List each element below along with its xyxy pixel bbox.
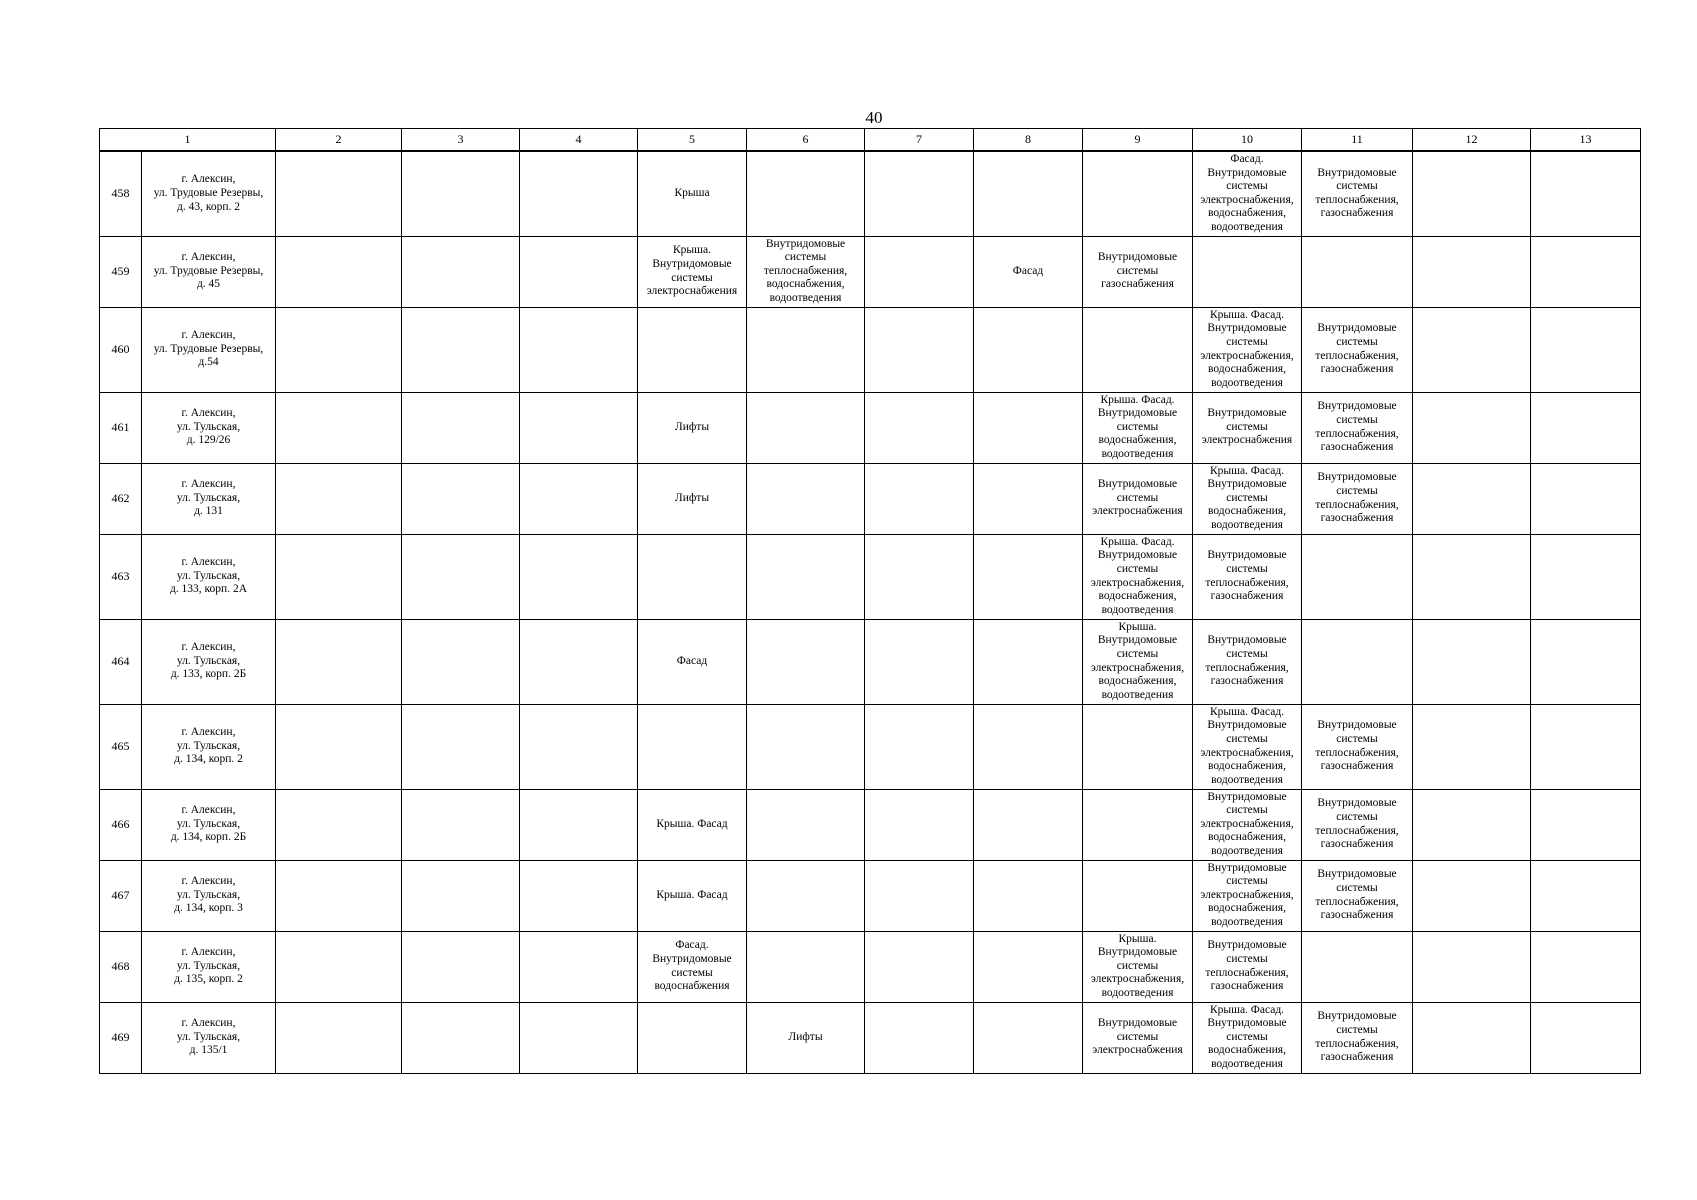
work-cell-col-6 [747, 392, 865, 463]
work-cell-col-11 [1302, 619, 1413, 704]
table-row [100, 704, 1641, 789]
work-cell-col-2 [276, 392, 402, 463]
column-header: 5 [638, 129, 747, 152]
work-cell-col-6 [747, 860, 865, 931]
work-cell-col-11: Внутридомовые системы теплоснабжения, газоснабжения [1302, 1002, 1413, 1073]
work-cell-col-7 [865, 704, 974, 789]
work-cell-col-11: Внутридомовые системы теплоснабжения, газоснабжения [1302, 789, 1413, 860]
row-number-cell: 466 [100, 789, 142, 860]
work-cell-col-2 [276, 704, 402, 789]
row-number-cell: 468 [100, 931, 142, 1002]
work-cell-col-12 [1413, 151, 1531, 236]
work-cell-col-11: Внутридомовые системы теплоснабжения, газоснабжения [1302, 463, 1413, 534]
row-number-cell: 464 [100, 619, 142, 704]
work-cell-col-2 [276, 151, 402, 236]
work-cell-col-7 [865, 619, 974, 704]
work-cell-col-6 [747, 534, 865, 619]
work-cell-col-2 [276, 789, 402, 860]
work-cell-col-4 [520, 789, 638, 860]
work-cell-col-2 [276, 307, 402, 392]
table-row [100, 307, 1641, 392]
work-cell-col-10: Внутридомовые системы теплоснабжения, газоснабжения [1193, 619, 1302, 704]
work-cell-col-6 [747, 931, 865, 1002]
work-cell-col-12 [1413, 704, 1531, 789]
row-number-cell: 460 [100, 307, 142, 392]
work-cell-col-6 [747, 307, 865, 392]
row-number-cell: 461 [100, 392, 142, 463]
work-cell-col-13 [1531, 534, 1641, 619]
work-cell-col-11: Внутридомовые системы теплоснабжения, газоснабжения [1302, 860, 1413, 931]
work-cell-col-6 [747, 463, 865, 534]
work-cell-col-9: Крыша. Фасад. Внутридомовые системы водоснабжения, водоотведения [1083, 392, 1193, 463]
work-cell-col-13 [1531, 860, 1641, 931]
column-header: 7 [865, 129, 974, 152]
column-header: 12 [1413, 129, 1531, 152]
column-header: 13 [1531, 129, 1641, 152]
work-cell-col-8 [974, 931, 1083, 1002]
work-cell-col-8 [974, 789, 1083, 860]
work-cell-col-10: Внутридомовые системы электроснабжения, водоснабжения, водоотведения [1193, 789, 1302, 860]
row-number-cell: 458 [100, 151, 142, 236]
work-cell-col-13 [1531, 307, 1641, 392]
column-header: 9 [1083, 129, 1193, 152]
column-header: 3 [402, 129, 520, 152]
column-header: 8 [974, 129, 1083, 152]
row-number-cell: 459 [100, 236, 142, 307]
work-cell-col-4 [520, 860, 638, 931]
work-cell-col-10: Внутридомовые системы теплоснабжения, газоснабжения [1193, 931, 1302, 1002]
table-row [100, 860, 1641, 931]
table-row [100, 392, 1641, 463]
work-cell-col-10: Крыша. Фасад. Внутридомовые системы электроснабжения, водоснабжения, водоотведения [1193, 704, 1302, 789]
address-cell: г. Алексин, ул. Тульская, д. 134, корп. 2Б [142, 789, 276, 860]
work-cell-col-5 [638, 534, 747, 619]
work-cell-col-7 [865, 463, 974, 534]
work-cell-col-5: Фасад [638, 619, 747, 704]
work-cell-col-8 [974, 619, 1083, 704]
work-cell-col-10: Крыша. Фасад. Внутридомовые системы электроснабжения, водоснабжения, водоотведения [1193, 307, 1302, 392]
work-cell-col-2 [276, 463, 402, 534]
work-cell-col-3 [402, 151, 520, 236]
work-cell-col-10 [1193, 236, 1302, 307]
work-cell-col-13 [1531, 236, 1641, 307]
work-cell-col-12 [1413, 534, 1531, 619]
work-cell-col-7 [865, 860, 974, 931]
work-cell-col-5: Фасад. Внутридомовые системы водоснабжения [638, 931, 747, 1002]
work-cell-col-7 [865, 151, 974, 236]
work-cell-col-6 [747, 789, 865, 860]
work-cell-col-5 [638, 704, 747, 789]
table-body [100, 151, 1641, 1073]
work-cell-col-13 [1531, 619, 1641, 704]
address-cell: г. Алексин, ул. Тульская, д. 134, корп. 3 [142, 860, 276, 931]
work-cell-col-12 [1413, 463, 1531, 534]
work-cell-col-9: Внутридомовые системы электроснабжения [1083, 1002, 1193, 1073]
table-row [100, 463, 1641, 534]
work-cell-col-3 [402, 860, 520, 931]
work-cell-col-12 [1413, 860, 1531, 931]
row-number-cell: 465 [100, 704, 142, 789]
work-cell-col-10: Крыша. Фасад. Внутридомовые системы водоснабжения, водоотведения [1193, 1002, 1302, 1073]
work-cell-col-3 [402, 931, 520, 1002]
work-cell-col-7 [865, 307, 974, 392]
work-cell-col-2 [276, 860, 402, 931]
work-cell-col-12 [1413, 931, 1531, 1002]
work-cell-col-7 [865, 392, 974, 463]
work-cell-col-10: Внутридомовые системы электроснабжения [1193, 392, 1302, 463]
work-cell-col-3 [402, 392, 520, 463]
address-cell: г. Алексин, ул. Тульская, д. 133, корп. 2А [142, 534, 276, 619]
work-cell-col-10: Крыша. Фасад. Внутридомовые системы водоснабжения, водоотведения [1193, 463, 1302, 534]
work-cell-col-7 [865, 789, 974, 860]
work-cell-col-3 [402, 789, 520, 860]
address-cell: г. Алексин, ул. Тульская, д. 134, корп. 2 [142, 704, 276, 789]
table-row [100, 151, 1641, 236]
work-cell-col-11: Внутридомовые системы теплоснабжения, газоснабжения [1302, 307, 1413, 392]
work-cell-col-12 [1413, 307, 1531, 392]
header-row [100, 129, 1641, 152]
work-cell-col-10: Внутридомовые системы теплоснабжения, газоснабжения [1193, 534, 1302, 619]
work-cell-col-7 [865, 534, 974, 619]
work-cell-col-4 [520, 236, 638, 307]
work-cell-col-4 [520, 307, 638, 392]
work-cell-col-8 [974, 534, 1083, 619]
work-cell-col-9: Крыша. Фасад. Внутридомовые системы электроснабжения, водоснабжения, водоотведения [1083, 534, 1193, 619]
work-cell-col-13 [1531, 392, 1641, 463]
address-cell: г. Алексин, ул. Тульская, д. 133, корп. 2Б [142, 619, 276, 704]
work-cell-col-8 [974, 463, 1083, 534]
work-cell-col-4 [520, 619, 638, 704]
work-cell-col-4 [520, 534, 638, 619]
work-cell-col-11 [1302, 534, 1413, 619]
column-header: 1 [100, 129, 276, 152]
column-header: 4 [520, 129, 638, 152]
column-header: 10 [1193, 129, 1302, 152]
work-cell-col-10: Внутридомовые системы электроснабжения, водоснабжения, водоотведения [1193, 860, 1302, 931]
work-cell-col-5: Крыша. Внутридомовые системы электроснабжения [638, 236, 747, 307]
work-cell-col-9: Внутридомовые системы электроснабжения [1083, 463, 1193, 534]
work-cell-col-13 [1531, 1002, 1641, 1073]
work-cell-col-13 [1531, 789, 1641, 860]
work-cell-col-4 [520, 1002, 638, 1073]
work-cell-col-9 [1083, 789, 1193, 860]
work-cell-col-2 [276, 534, 402, 619]
work-cell-col-4 [520, 931, 638, 1002]
work-cell-col-5: Крыша. Фасад [638, 789, 747, 860]
work-cell-col-11: Внутридомовые системы теплоснабжения, газоснабжения [1302, 151, 1413, 236]
work-cell-col-7 [865, 236, 974, 307]
address-cell: г. Алексин, ул. Трудовые Резервы, д.54 [142, 307, 276, 392]
row-number-cell: 467 [100, 860, 142, 931]
table-row [100, 236, 1641, 307]
work-cell-col-6: Внутридомовые системы теплоснабжения, водоснабжения, водоотведения [747, 236, 865, 307]
work-cell-col-9: Крыша. Внутридомовые системы электроснабжения, водоотведения [1083, 931, 1193, 1002]
work-cell-col-8 [974, 704, 1083, 789]
work-cell-col-9: Крыша. Внутридомовые системы электроснабжения, водоснабжения, водоотведения [1083, 619, 1193, 704]
work-cell-col-2 [276, 236, 402, 307]
work-cell-col-13 [1531, 151, 1641, 236]
work-cell-col-11: Внутридомовые системы теплоснабжения, газоснабжения [1302, 704, 1413, 789]
work-cell-col-2 [276, 1002, 402, 1073]
work-cell-col-5 [638, 307, 747, 392]
work-cell-col-8 [974, 307, 1083, 392]
work-cell-col-4 [520, 392, 638, 463]
work-cell-col-3 [402, 619, 520, 704]
table-row [100, 534, 1641, 619]
work-cell-col-4 [520, 704, 638, 789]
work-cell-col-3 [402, 307, 520, 392]
address-cell: г. Алексин, ул. Тульская, д. 135, корп. 2 [142, 931, 276, 1002]
work-cell-col-11: Внутридомовые системы теплоснабжения, газоснабжения [1302, 392, 1413, 463]
work-cell-col-5: Лифты [638, 463, 747, 534]
work-cell-col-3 [402, 534, 520, 619]
work-cell-col-3 [402, 463, 520, 534]
work-cell-col-2 [276, 931, 402, 1002]
work-cell-col-11 [1302, 236, 1413, 307]
work-cell-col-8 [974, 151, 1083, 236]
work-cell-col-9 [1083, 151, 1193, 236]
work-cell-col-8 [974, 860, 1083, 931]
work-cell-col-6 [747, 619, 865, 704]
page-number: 40 [865, 108, 883, 127]
row-number-cell: 463 [100, 534, 142, 619]
address-cell: г. Алексин, ул. Трудовые Резервы, д. 43, корп. 2 [142, 151, 276, 236]
work-cell-col-13 [1531, 704, 1641, 789]
work-cell-col-12 [1413, 236, 1531, 307]
table-row [100, 931, 1641, 1002]
table-row [100, 789, 1641, 860]
work-cell-col-3 [402, 236, 520, 307]
work-cell-col-4 [520, 151, 638, 236]
address-cell: г. Алексин, ул. Трудовые Резервы, д. 45 [142, 236, 276, 307]
column-header: 2 [276, 129, 402, 152]
address-cell: г. Алексин, ул. Тульская, д. 131 [142, 463, 276, 534]
work-cell-col-11 [1302, 931, 1413, 1002]
work-cell-col-12 [1413, 619, 1531, 704]
work-cell-col-6 [747, 704, 865, 789]
work-cell-col-8: Фасад [974, 236, 1083, 307]
work-cell-col-13 [1531, 463, 1641, 534]
column-header: 6 [747, 129, 865, 152]
work-cell-col-6: Лифты [747, 1002, 865, 1073]
address-cell: г. Алексин, ул. Тульская, д. 129/26 [142, 392, 276, 463]
address-cell: г. Алексин, ул. Тульская, д. 135/1 [142, 1002, 276, 1073]
work-cell-col-5 [638, 1002, 747, 1073]
work-cell-col-9 [1083, 704, 1193, 789]
column-header: 11 [1302, 129, 1413, 152]
work-cell-col-9 [1083, 307, 1193, 392]
table-row [100, 1002, 1641, 1073]
work-cell-col-4 [520, 463, 638, 534]
work-cell-col-5: Крыша. Фасад [638, 860, 747, 931]
row-number-cell: 462 [100, 463, 142, 534]
work-cell-col-3 [402, 704, 520, 789]
work-cell-col-9: Внутридомовые системы газоснабжения [1083, 236, 1193, 307]
table-row [100, 619, 1641, 704]
work-cell-col-8 [974, 392, 1083, 463]
work-cell-col-12 [1413, 1002, 1531, 1073]
work-cell-col-8 [974, 1002, 1083, 1073]
work-cell-col-3 [402, 1002, 520, 1073]
work-cell-col-5: Крыша [638, 151, 747, 236]
work-cell-col-10: Фасад. Внутридомовые системы электроснабжения, водоснабжения, водоотведения [1193, 151, 1302, 236]
work-cell-col-6 [747, 151, 865, 236]
work-cell-col-7 [865, 931, 974, 1002]
work-cell-col-12 [1413, 789, 1531, 860]
work-cell-col-9 [1083, 860, 1193, 931]
work-cell-col-7 [865, 1002, 974, 1073]
work-cell-col-13 [1531, 931, 1641, 1002]
row-number-cell: 469 [100, 1002, 142, 1073]
repair-schedule-table [99, 128, 1641, 1074]
work-cell-col-5: Лифты [638, 392, 747, 463]
work-cell-col-12 [1413, 392, 1531, 463]
work-cell-col-2 [276, 619, 402, 704]
